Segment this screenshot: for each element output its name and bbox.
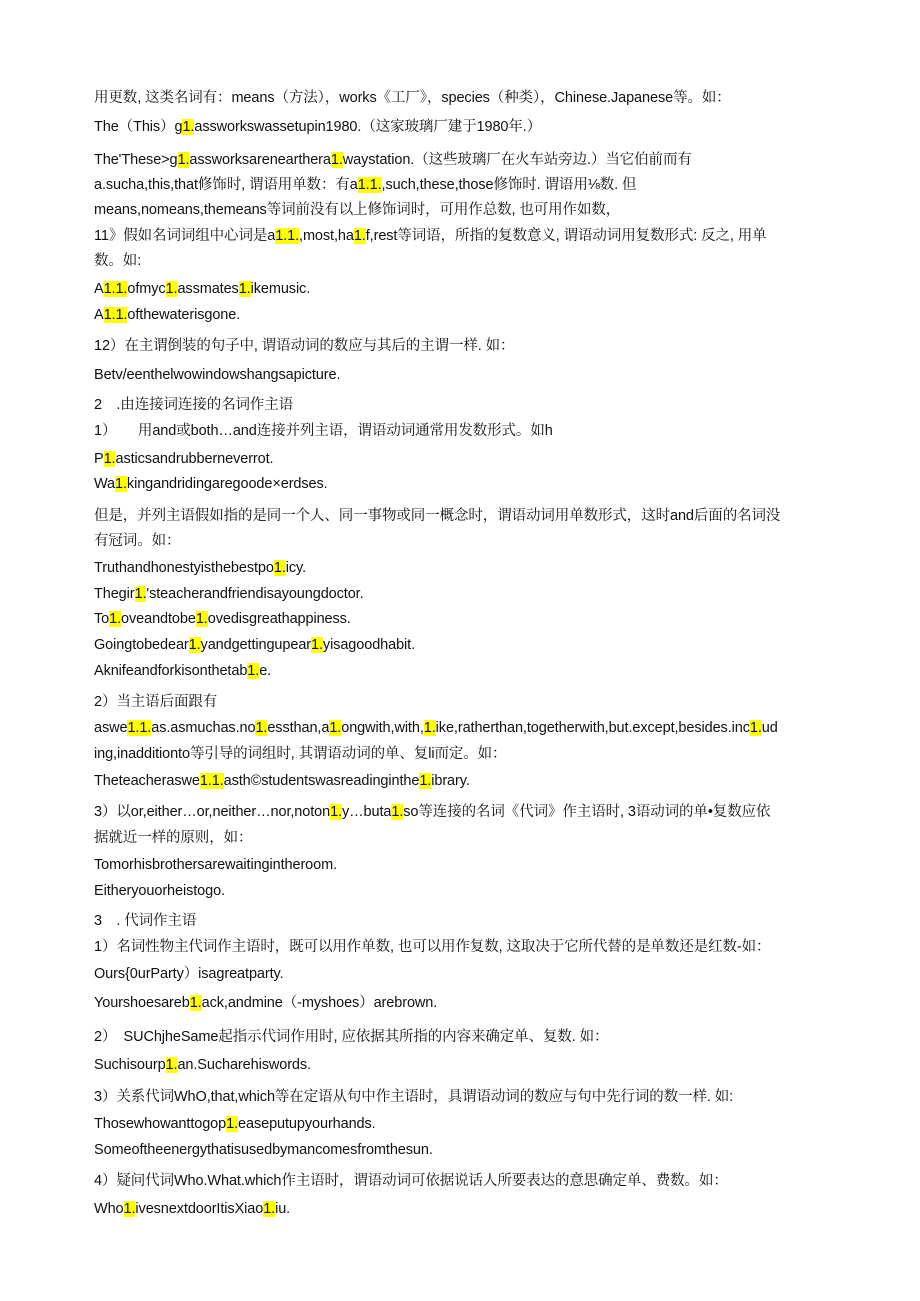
text-run: so等连接的名词《代词》作主语时, 3语动词的单•复数应依 [403,804,771,820]
highlighted-text: 1. [123,1201,136,1217]
text-run: A [94,281,104,297]
text-line [94,1199,840,1219]
text-line [94,117,840,137]
text-run: Goingtobedear [94,637,189,653]
text-run: The'These>g [94,152,178,168]
highlighted-text: 1. [311,637,323,653]
text-run: ike,ratherthan,togetherwith,but.except,besides.inc [435,720,750,736]
text-run: 2）当主语后面跟有 [94,694,218,710]
highlighted-text: 1. [353,228,366,244]
highlighted-text: 1. [165,1057,178,1073]
text-line [94,1140,840,1160]
text-run: y…buta [342,804,392,820]
text-line [94,175,840,195]
text-run: Yourshoesareb [94,995,190,1011]
text-line [94,937,840,957]
text-run: 'steacherandfriendisayoungdoctor. [146,586,364,602]
highlighted-text: 1. [423,720,436,736]
text-run: yandgettingupear [200,637,312,653]
text-run: kingandridingaregoode×erdses. [126,476,328,492]
text-line [94,771,840,791]
text-run: iu. [275,1201,291,1217]
highlighted-text: 1. [419,773,432,789]
text-line [94,251,840,271]
text-run: Suchisourp [94,1057,166,1073]
text-run: ,most,ha [299,228,354,244]
text-run: 11》假如名词词组中心词是a [94,228,276,244]
highlighted-text: 1. [177,152,190,168]
highlighted-text: 1. [189,995,202,1011]
highlighted-text: 1. [103,451,116,467]
text-run: ofmyc [127,281,166,297]
text-line [94,584,840,604]
text-run: Who [94,1201,124,1217]
text-run: Eitheryouorheistogo. [94,883,225,899]
text-run: 1）名词性物主代词作主语时，既可以用作单数, 也可以用作复数, 这取决于它所代替的是单数还是红数-如： [94,939,771,955]
text-run: 1） 用and或both…and连接并列主语，谓语动词通常用发数形式。如h [94,423,553,439]
text-run: essthan,a [267,720,330,736]
text-run: 但是，并列主语假如指的是同一个人、同一事物或同一概念时，谓语动词用单数形式，这时and后面的名词没 [94,508,781,524]
text-run: 3）关系代词WhO,that,which等在定语从句中作主语时，具谓语动词的数应与句中先行词的数一样. 如: [94,1089,734,1105]
text-run: 2） SUChjheSame起指示代词作用时, 应依据其所指的内容来确定单、复数. 如： [94,1029,609,1045]
highlighted-text: 1. [749,720,762,736]
highlighted-text: 1. [330,152,343,168]
text-run: 数。如: [94,253,142,269]
text-line [94,964,840,984]
text-run: ovedisgreathappiness. [207,611,351,627]
highlighted-text: 1. [263,1201,276,1217]
text-run: Betv/eenthelwowindowshangsapicture. [94,367,341,383]
text-line [94,1055,840,1075]
highlighted-text: 1. [115,476,127,492]
text-run: Wa [94,476,116,492]
text-run: 用更数, 这类名词有：means（方法），works《工厂》，species（种类），Chinese.Japanese等。如： [94,90,731,106]
text-run: asticsandrubberneverrot. [115,451,274,467]
text-run: 12）在主谓倒装的句子中, 谓语动词的数应与其后的主谓一样. 如： [94,338,515,354]
highlighted-text: 1. [109,611,122,627]
text-line [94,855,840,875]
text-run: 据就近一样的原则，如： [94,830,253,846]
text-run: ofthewaterisgone. [127,307,241,323]
text-run: 4）疑问代词Who.What.which作主语时，谓语动词可依据说话人所要表达的意思确定单、费数。如： [94,1173,728,1189]
text-line [94,635,840,655]
text-run: e. [259,663,272,679]
text-line [94,449,840,469]
highlighted-text: 1. [134,586,147,602]
text-run: aswe [94,720,128,736]
highlighted-text: 1.1. [357,177,382,193]
text-run: P [94,451,104,467]
text-run: assworkswassetupin1980.（这家玻璃厂建于1980年.） [194,119,542,135]
text-line [94,365,840,385]
text-run: 3 . 代词作主语 [94,913,197,929]
text-line [94,1027,840,1047]
highlighted-text: 1. [255,720,268,736]
text-line [94,474,840,494]
text-line [94,395,840,415]
text-run: ivesnextdoorItisXiao [135,1201,264,1217]
text-run: oveandtobe [121,611,196,627]
text-line [94,279,840,299]
text-line [94,1087,840,1107]
text-line [94,531,840,551]
text-run: ,such,these,those修饰时. 谓语用⅛数. 但 [381,177,637,193]
text-run: ud [761,720,778,736]
text-run: 2 .由连接词连接的名词作主语 [94,397,294,413]
text-run: means,nomeans,themeans等词前没有以上修饰词时，可用作总数, 也可用作如数， [94,202,621,218]
text-run: ack,andmine（-myshoes）arebrown. [201,995,438,1011]
text-run: easeputupyourhands. [238,1116,376,1132]
highlighted-text: 1. [247,663,260,679]
text-run: asth©studentswasreadinginthe [223,773,420,789]
text-line [94,1114,840,1134]
text-line [94,150,840,170]
text-line [94,305,840,325]
text-run: Someoftheenergythatisusedbymancomesfromthesun. [94,1142,433,1158]
highlighted-text: 1. [226,1116,239,1132]
text-line [94,1171,840,1191]
highlighted-text: 1. [273,560,286,576]
highlighted-text: 1. [238,281,251,297]
text-line [94,661,840,681]
text-run: assworksarenearthera [189,152,331,168]
highlighted-text: 1.1. [103,281,128,297]
text-run: waystation.（这些玻璃厂在火车站旁边.）当它伯前而有 [342,152,692,168]
text-run: ongwith,with, [341,720,424,736]
text-run: an.Sucharehiswords. [177,1057,311,1073]
text-line [94,802,840,822]
highlighted-text: 1. [188,637,201,653]
text-run: ibrary. [431,773,470,789]
text-run: Thosewhowanttogop [94,1116,227,1132]
text-line [94,506,840,526]
text-run: Ours{0urParty）isagreatparty. [94,966,284,982]
text-line [94,692,840,712]
text-run: Thegir [94,586,135,602]
text-line [94,881,840,901]
text-line [94,200,840,220]
text-run: A [94,307,104,323]
highlighted-text: 1. [391,804,404,820]
text-line [94,609,840,629]
text-run: as.asmuchas.no [151,720,256,736]
highlighted-text: 1.1. [127,720,152,736]
text-run: Theteacheraswe [94,773,200,789]
highlighted-text: 1.1. [103,307,128,323]
text-line [94,421,840,441]
text-line [94,558,840,578]
text-run: 3）以or,either…or,neither…nor,noton [94,804,331,820]
highlighted-text: 1.1. [199,773,224,789]
text-run: To [94,611,110,627]
text-run: Aknifeandforkisonthetab [94,663,248,679]
text-run: icy. [285,560,307,576]
text-run: ikemusic. [250,281,311,297]
text-run: ing,inadditionto等引导的词组时, 其谓语动词的单、复li而定。如： [94,746,507,762]
highlighted-text: 1. [165,281,178,297]
highlighted-text: 1.1. [275,228,300,244]
text-line [94,336,840,356]
text-run: 有冠词。如： [94,533,181,549]
text-line [94,744,840,764]
text-run: assmates [177,281,239,297]
text-line [94,993,840,1013]
highlighted-text: 1. [329,720,342,736]
text-run: The（This）g [94,119,183,135]
highlighted-text: 1. [195,611,208,627]
highlighted-text: 1. [182,119,195,135]
highlighted-text: 1. [330,804,342,820]
text-line [94,828,840,848]
text-line [94,911,840,931]
text-run: yisagoodhabit. [322,637,416,653]
text-run: f,rest等词语，所指的复数意义, 谓语动词用复数形式: 反之, 用单 [365,228,767,244]
text-line [94,226,840,246]
text-run: Tomorhisbrothersarewaitingintheroom. [94,857,338,873]
text-run: a.sucha,this,that修饰时, 谓语用单数：有a [94,177,358,193]
text-line [94,718,840,738]
text-line [94,88,840,108]
text-run: Truthandhonestyisthebestpo [94,560,274,576]
